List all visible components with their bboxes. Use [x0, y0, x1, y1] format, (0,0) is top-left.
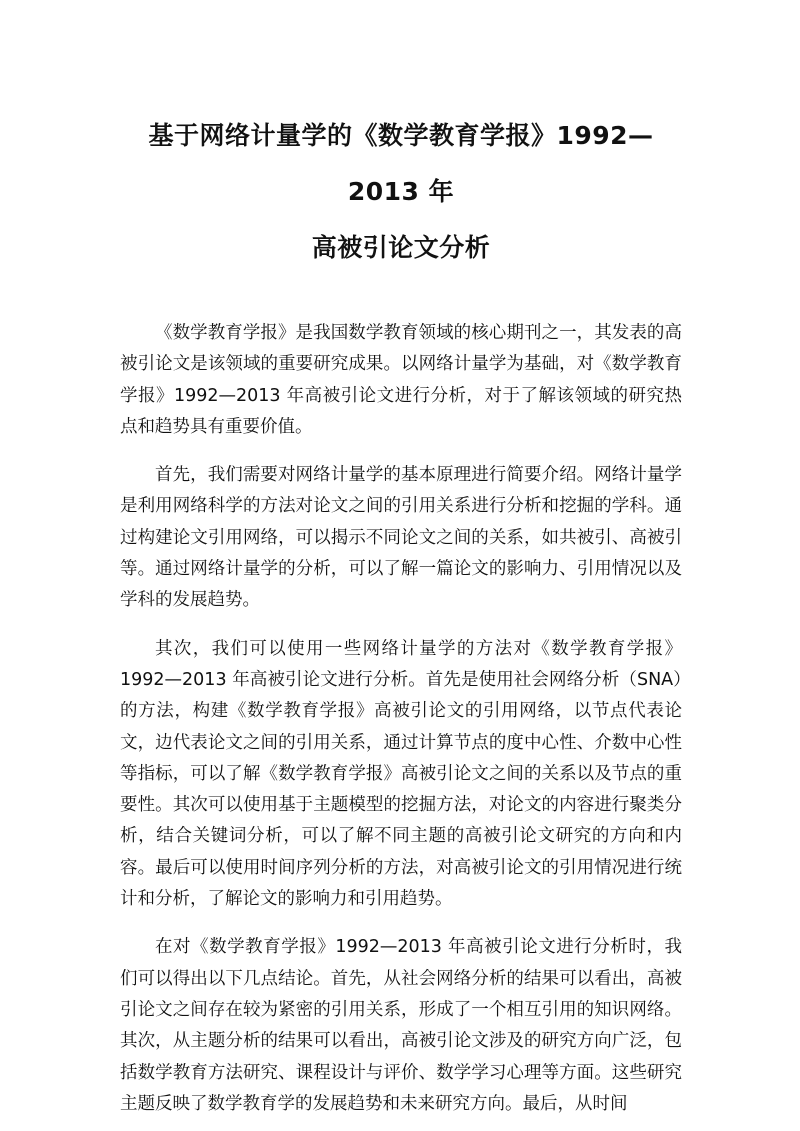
document-title [120, 0, 682, 276]
paragraph-4: 在对《数学教育学报》1992—2013 年高被引论文进行分析时，我们可以得出以下几点结论。首先，从社会网络分析的结果可以看出，高被引论文之间存在较为紧密的引用关系，形成了一个相互引用的知识网络。其次，从主题分析的结果可以看出，高被引论文涉及的研究方向广泛，包括数学教育方法研究、课程设计与评价、数学学习心理等方面。这些研究主题反映了数学教育学的发展趋势和未来研究方向。最后，从时间 [120, 937, 682, 1114]
paragraph-2: 首先，我们需要对网络计量学的基本原理进行简要介绍。网络计量学是利用网络科学的方法对论文之间的引用关系进行分析和挖掘的学科。通过构建论文引用网络，可以揭示不同论文之间的关系，如共被引、高被引等。通过网络计量学的分析，可以了解一篇论文的影响力、引用情况以及学科的发展趋势。 [120, 465, 682, 611]
paragraph-1: 《数学教育学报》是我国数学教育领域的核心期刊之一，其发表的高被引论文是该领域的重要研究成果。以网络计量学为基础，对《数学教育学报》1992—2013 年高被引论文进行分析，对于了解该领域的研究热点和趋势具有重要价值。 [120, 323, 682, 437]
title-line-2: 高被引论文分析 [311, 233, 491, 262]
title-line-1: 基于网络计量学的《数学教育学报》1992—2013 年 [148, 121, 654, 206]
document-body [120, 318, 682, 1120]
paragraph-3: 其次，我们可以使用一些网络计量学的方法对《数学教育学报》1992—2013 年高被引论文进行分析。首先是使用社会网络分析（SNA）的方法，构建《数学教育学报》高被引论文的引用网络，以节点代表论文，边代表论文之间的引用关系，通过计算节点的度中心性、介数中心性等指标，可以了解《数学教育学报》高被引论文之间的关系以及节点的重要性。其次可以使用基于主题模型的挖掘方法，对论文的内容进行聚类分析，结合关键词分析，可以了解不同主题的高被引论文研究的方向和内容。最后可以使用时间序列分析的方法，对高被引论文的引用情况进行统计和分析，了解论文的影响力和引用趋势。 [120, 638, 682, 910]
